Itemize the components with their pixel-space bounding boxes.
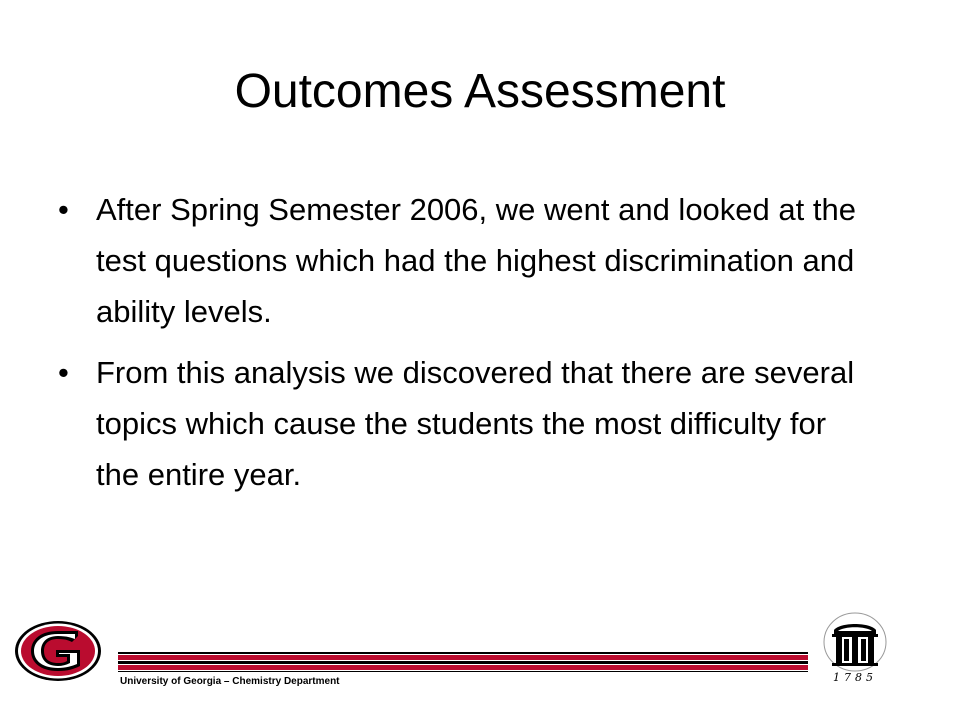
stripe-black-middle [118,661,808,664]
bullet-marker: • [58,355,69,390]
stripe-red-top [118,655,808,660]
bullet-item [56,347,876,500]
stripe-black-top [118,652,808,654]
slide-title: Outcomes Assessment [234,65,726,118]
footer-stripes [118,652,808,672]
seal-year: 1785 [833,671,877,684]
bullet-list [56,184,876,510]
stripe-black-bottom [118,671,808,672]
bullet-item [56,184,876,337]
bullet-marker: • [58,192,69,227]
bullet-text: After Spring Semester 2006, we went and looked at the test questions which had the highest discrimination and ability levels. [96,192,856,329]
bullet-text: From this analysis we discovered that there are several topics which cause the students the most difficulty for the entire year. [96,355,855,492]
georgia-g-logo-icon [14,620,102,682]
footer-department: University of Georgia – Chemistry Department [120,676,340,687]
stripe-red-bottom [118,665,808,670]
